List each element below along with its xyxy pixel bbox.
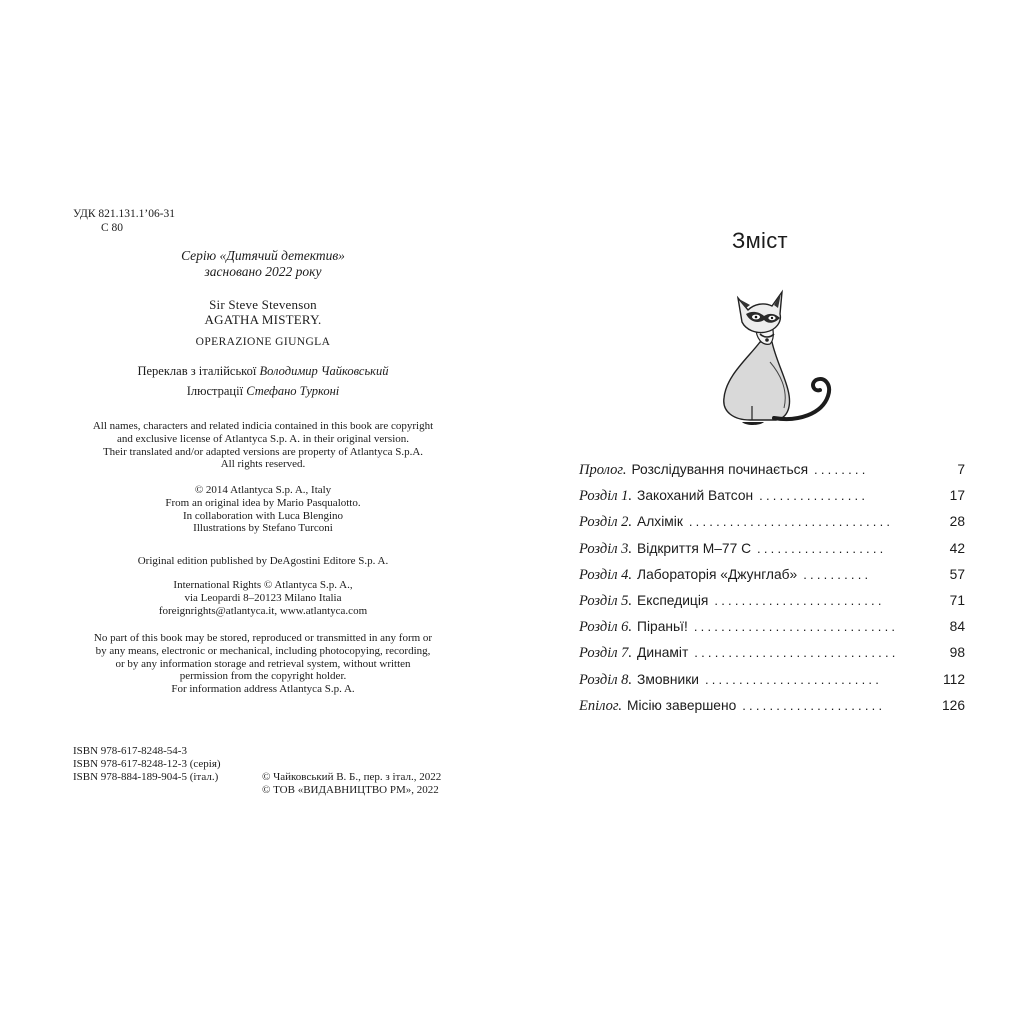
copyright-line: © Чайковський В. Б., пер. з італ., 2022 [262,771,442,783]
toc-entry[interactable] [579,672,965,698]
toc-chapter-title: Розслідування починається [631,462,809,477]
original-subtitle: OPERAZIONE GIUNGLA [195,336,331,348]
illustrator-name: Стефано Турконі [246,384,340,398]
legal-line: or by any information storage and retrieval system, without written [115,657,411,670]
udk-line: УДК 821.131.1’06-31 [73,208,176,220]
translator-name: Володимир Чайковський [259,364,389,378]
toc-chapter-title: Лабораторія «Джунглаб» [637,566,798,582]
isbn-line: ISBN 978-884-189-904-5 (італ.) [73,771,219,783]
toc-label: Розділ 5. [579,592,633,609]
toc-label: Розділ 7. [579,645,633,662]
legal-rights-block [50,420,476,471]
toc-chapter-title: Експедиція [637,592,709,608]
legal-reproduction-block [50,632,476,696]
toc-page-number: 126 [941,697,965,713]
toc-entry[interactable] [579,567,965,593]
toc-chapter-title: Піраньї! [637,619,688,635]
udk-line: С 80 [101,222,124,234]
isbn-line: ISBN 978-617-8248-54-3 [73,745,187,757]
original-edition [50,297,476,350]
legal-origin-block [50,484,476,535]
legal-line: Their translated and/or adapted versions are property of Atlantyca S.p.A. [102,445,424,458]
original-author: Sir Steve Stevenson [209,297,317,312]
toc-entry[interactable] [579,645,965,671]
toc-page-number: 7 [957,462,965,477]
toc-chapter-title: Динаміт [637,645,689,661]
toc-leader-dots: .............................. [688,514,894,530]
legal-line: foreignrights@atlantyca.it, www.atlantyca.com [158,604,368,617]
toc-label: Розділ 6. [579,619,633,636]
legal-line: No part of this book may be stored, reproduced or transmitted in any form or [93,632,433,644]
toc-page-number: 42 [949,540,965,556]
toc-leader-dots: ................ [759,488,869,504]
toc-chapter-title: Алхімік [637,514,683,530]
illustrations-label: Ілюстрації [186,384,244,398]
illustration-credit [50,381,476,401]
toc-label: Розділ 3. [579,540,633,557]
toc-leader-dots: .......................... [704,671,883,687]
legal-line: Original edition published by DeAgostini Editore S.p. A. [137,555,389,567]
toc-entry[interactable] [579,593,965,619]
toc-label: Розділ 2. [579,514,633,531]
toc-entry[interactable] [579,488,965,514]
toc-entry[interactable] [579,619,965,645]
legal-line: and exclusive license of Atlantyca S.p. A. in their original version. [116,432,410,445]
legal-line: All rights reserved. [220,458,306,471]
toc-leader-dots: ................... [757,540,887,556]
toc-page-number: 112 [943,671,965,687]
udk-block [73,207,175,235]
toc-chapter-title: Відкриття М–77 С [637,540,752,556]
translation-label: Переклав з італійської [137,364,257,378]
toc-page-number: 98 [949,645,965,661]
toc-chapter-title: Закоханий Ватсон [637,488,754,504]
series-line: Серію «Дитячий детектив» [181,248,345,263]
toc-entry[interactable] [579,698,965,724]
toc-label: Пролог. [579,462,627,478]
legal-line: International Rights © Atlantyca S.p. A., [173,579,353,591]
toc-label: Розділ 1. [579,488,633,505]
toc-label: Епілог. [579,697,622,714]
legal-line: For information address Atlantyca S.p. A. [171,683,355,696]
toc-leader-dots: .............................. [694,645,899,661]
legal-line: via Leopardi 8–20123 Milano Italia [184,591,342,604]
legal-line: In collaboration with Luca Blengino [182,509,344,522]
original-title: AGATHA MISTERY. [204,312,322,327]
toc-leader-dots: ......................... [714,592,885,608]
isbn-line: ISBN 978-617-8248-12-3 (серія) [73,758,221,770]
toc-leader-dots: .......... [803,566,872,582]
toc-label: Розділ 8. [579,671,633,688]
isbn-block [73,745,221,784]
toc-leader-dots: ........ [814,462,869,477]
legal-line: From an original idea by Mario Pasqualotto. [165,496,361,509]
translation-credit [50,361,476,381]
legal-line: © 2014 Atlantyca S.p. A., Italy [194,484,332,496]
toc-entry[interactable] [579,462,965,488]
toc-chapter-title: Змовники [637,671,699,687]
toc-page-number: 17 [949,488,965,504]
toc-entry[interactable] [579,541,965,567]
series-line: засновано 2022 року [204,264,322,279]
right-page [512,0,1024,1024]
toc-page-number: 28 [949,514,965,530]
toc-page-number: 71 [949,592,965,608]
toc-leader-dots: ..................... [742,697,886,713]
toc-label: Розділ 4. [579,566,633,583]
legal-line: by any means, electronic or mechanical, including photocopying, recording, [95,644,431,657]
credits [50,361,476,401]
toc-page-number: 84 [949,619,965,635]
toc-chapter-title: Місію завершено [626,697,737,713]
legal-line: permission from the copyright holder. [179,670,347,683]
toc-page-number: 57 [949,566,965,582]
cat-illustration-icon [712,280,842,430]
toc-entry[interactable] [579,514,965,540]
copyright-block [262,771,441,797]
toc-leader-dots: .............................. [693,619,899,635]
toc-title: Зміст [732,228,788,253]
series-note [50,248,476,280]
copyright-line: © ТОВ «ВИДАВНИЦТВО РМ», 2022 [262,784,439,796]
legal-international-block [50,579,476,617]
legal-publisher-block [50,555,476,568]
legal-line: All names, characters and related indicia contained in this book are copyright [92,420,434,432]
legal-line: Illustrations by Stefano Turconi [193,522,333,535]
table-of-contents [579,462,965,724]
